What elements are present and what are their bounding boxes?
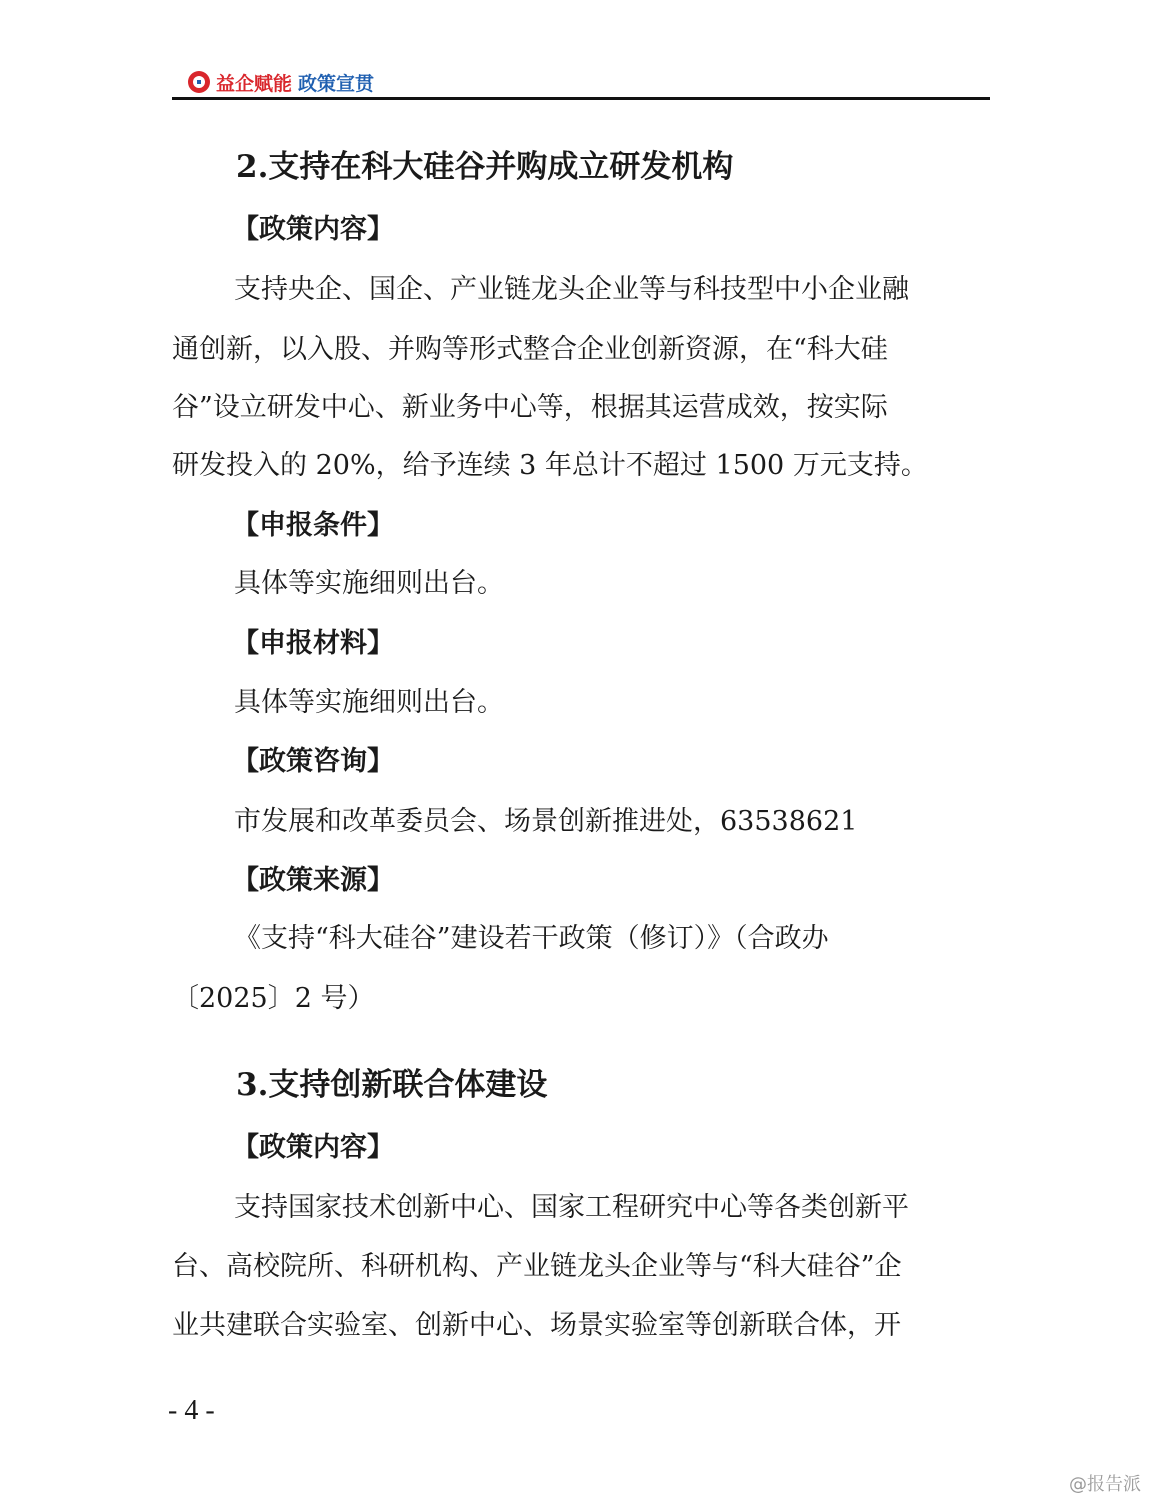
section-2-content-line: 研发投入的 20%，给予连续 3 年总计不超过 1500 万元支持。 (172, 450, 928, 481)
section-3-content-line: 台、高校院所、科研机构、产业链龙头企业等与“科大硅谷”企 (172, 1251, 902, 1282)
section-2-conditions-label: 【申报条件】 (232, 510, 394, 541)
section-3-content-line: 业共建联合实验室、创新中心、场景实验室等创新联合体，开 (172, 1310, 901, 1341)
section-3-content-line: 支持国家技术创新中心、国家工程研究中心等各类创新平 (234, 1192, 909, 1223)
section-2-conditions-text: 具体等实施细则出台。 (234, 568, 504, 599)
section-2-content-line: 通创新，以入股、并购等形式整合企业创新资源，在“科大硅 (172, 334, 888, 365)
watermark: @报告派 (1069, 1474, 1141, 1495)
header-divider (172, 97, 990, 100)
section-2-source-line: 《支持“科大硅谷”建设若干政策（修订）》（合政办 (234, 923, 829, 954)
section-2-materials-label: 【申报材料】 (232, 628, 394, 659)
section-3-title: 3.支持创新联合体建设 (236, 1067, 548, 1103)
brand-logo-text (216, 69, 374, 96)
logo-icon (188, 71, 210, 93)
page-number: - 4 - (168, 1395, 215, 1426)
section-2-consult-text: 市发展和改革委员会、场景创新推进处，63538621 (234, 806, 858, 837)
brand-slogan: 政策宣贯 (298, 73, 375, 95)
section-2-policy-content-label: 【政策内容】 (232, 214, 394, 245)
section-2-title: 2.支持在科大硅谷并购成立研发机构 (236, 149, 734, 185)
section-2-consult-label: 【政策咨询】 (232, 746, 394, 777)
section-2-content-line: 谷”设立研发中心、新业务中心等，根据其运营成效，按实际 (172, 392, 888, 423)
brand-name: 益企赋能 (216, 73, 293, 95)
section-2-content-line: 支持央企、国企、产业链龙头企业等与科技型中小企业融 (234, 274, 909, 305)
section-2-source-line: 〔2025〕2 号） (172, 983, 375, 1014)
section-2-source-label: 【政策来源】 (232, 865, 394, 896)
section-3-policy-content-label: 【政策内容】 (232, 1132, 394, 1163)
section-2-materials-text: 具体等实施细则出台。 (234, 687, 504, 718)
